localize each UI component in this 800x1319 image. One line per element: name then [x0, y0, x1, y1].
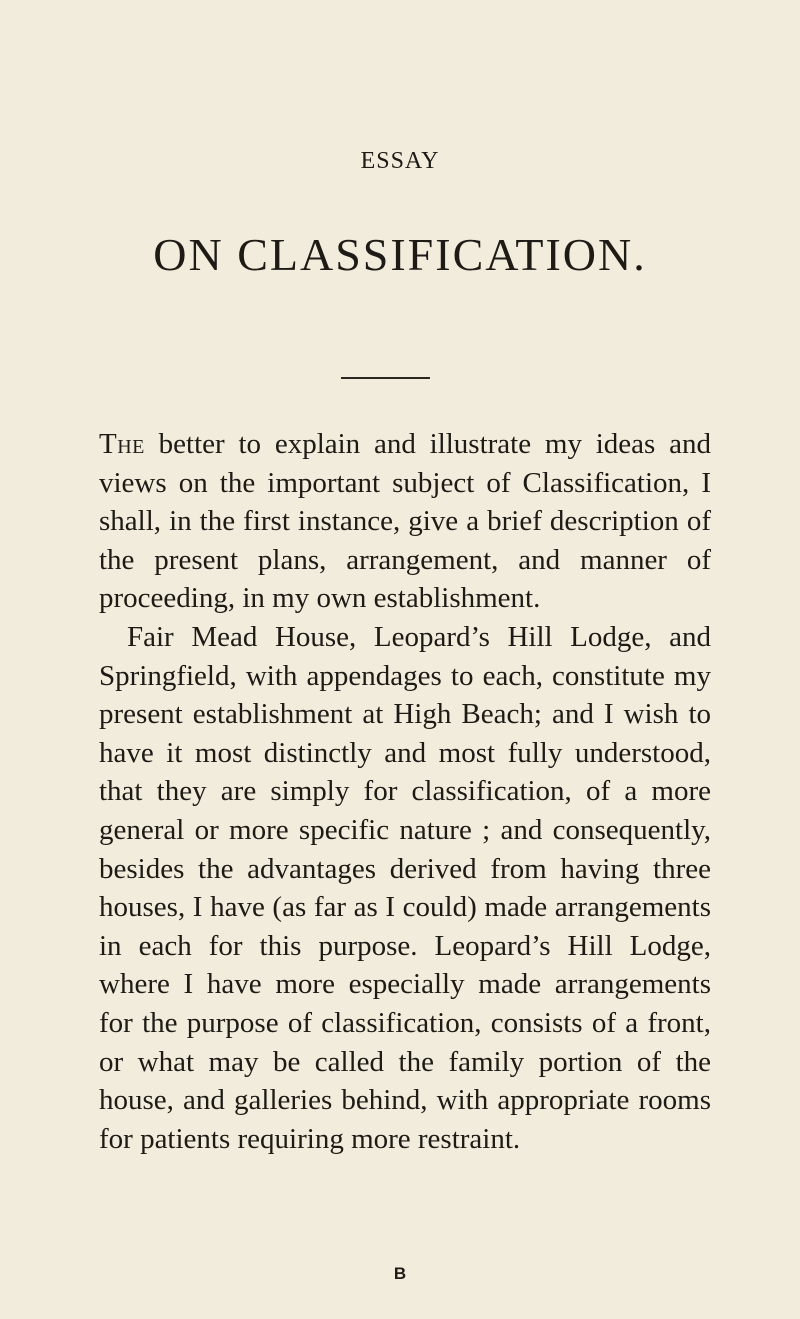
essay-label: ESSAY [360, 148, 440, 174]
title-rule [341, 377, 430, 379]
signature-mark: B [393, 1264, 407, 1283]
body-text [99, 425, 711, 1158]
lead-word: The [99, 428, 145, 460]
paragraph-1-text: better to explain and illustrate my ideas and views on the important subject of Classification, I shall, in the first instance, give a brief description of the present plans, arrangement, and manner of proceeding, in my own establishment. [99, 428, 711, 615]
paragraph-2: Fair Mead House, Leopard’s Hill Lodge, and Springfield, with appendages to each, constitute my present establishment at High Beach; and I wish to have it most distinctly and most fully understood, that they are simply for classification, of a more general or more specific nature ; and consequently, besides the advantages derived from having three houses, I have (as far as I could) made arrangements in each for this purpose. Leopard’s Hill Lodge, where I have more especially made arrangements for the purpose of classification, consists of a front, or what may be called the family portion of the house, and galleries behind, with appropriate rooms for patients requiring more restraint. [99, 620, 711, 1155]
paragraph-1 [99, 425, 711, 618]
chapter-title: ON CLASSIFICATION. [153, 229, 647, 280]
